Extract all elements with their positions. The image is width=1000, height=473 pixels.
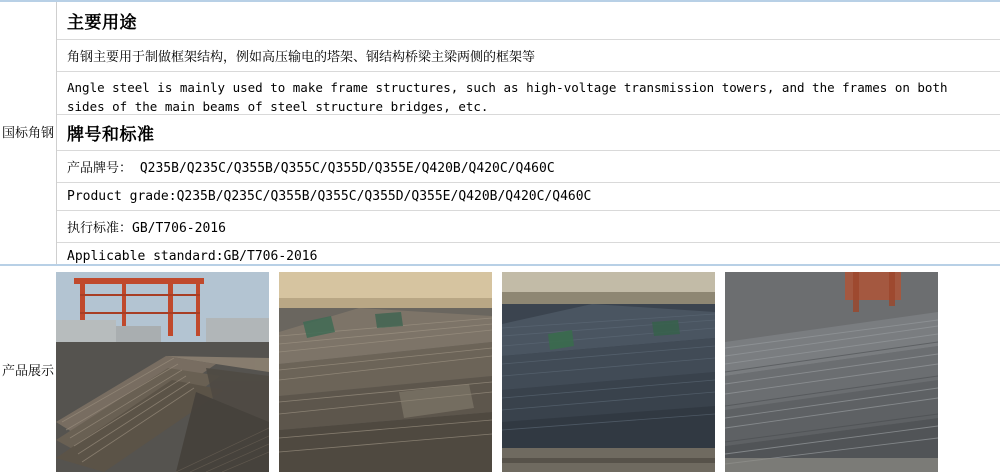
grade-standard-heading-cell: [57, 115, 1000, 151]
main-use-cn-cell: [57, 40, 1000, 72]
main-use-cn-text: 角钢主要用于制做框架结构，例如高压输电的塔架、钢结构桥梁主梁两侧的框架等: [67, 49, 536, 64]
grade-cn-cell: [57, 151, 1000, 183]
photo-shipyard-angle-steel-stacks[interactable]: [56, 272, 269, 472]
main-use-heading: 主要用途: [67, 13, 137, 33]
spec-label-text: 国标角钢: [1, 125, 54, 141]
standard-cn-cell: [57, 211, 1000, 243]
photo-grey-angle-steel-rows[interactable]: [725, 272, 938, 472]
grade-standard-heading: 牌号和标准: [67, 125, 155, 145]
main-use-en-cell: [57, 72, 1000, 115]
main-use-en-text: Angle steel is mainly used to make frame structures, such as high-voltage transmission towers, and the frames on both sides of the main beams of steel structure bridges, etc.: [67, 80, 956, 115]
product-gallery-row: [0, 266, 1000, 473]
gallery-label-text: 产品展示: [1, 363, 54, 378]
grey-rows-graphic: [725, 272, 938, 472]
warehouse-bundles-graphic: [279, 272, 492, 472]
standard-cn-text: 执行标准：GB/T706-2016: [67, 221, 226, 236]
standard-en-text: Applicable standard:GB/T706-2016: [67, 249, 318, 264]
photo-dark-angle-steel-stacks[interactable]: [502, 272, 715, 472]
specification-content: [56, 2, 1000, 264]
photo-warehouse-angle-steel-bundles[interactable]: [279, 272, 492, 472]
row-label-gallery: [0, 266, 56, 473]
grade-en-cell: [57, 183, 1000, 211]
row-label-spec: [0, 2, 56, 264]
product-gallery: [56, 266, 1000, 473]
grade-cn-text: 产品牌号： Q235B/Q235C/Q355B/Q355C/Q355D/Q355E/Q420B/Q420C/Q460C: [67, 161, 555, 176]
dark-stacks-graphic: [502, 272, 715, 472]
shipyard-scene-graphic: [56, 272, 269, 472]
grade-en-text: Product grade:Q235B/Q235C/Q355B/Q355C/Q355D/Q355E/Q420B/Q420C/Q460C: [67, 189, 592, 204]
main-use-heading-cell: [57, 2, 1000, 40]
